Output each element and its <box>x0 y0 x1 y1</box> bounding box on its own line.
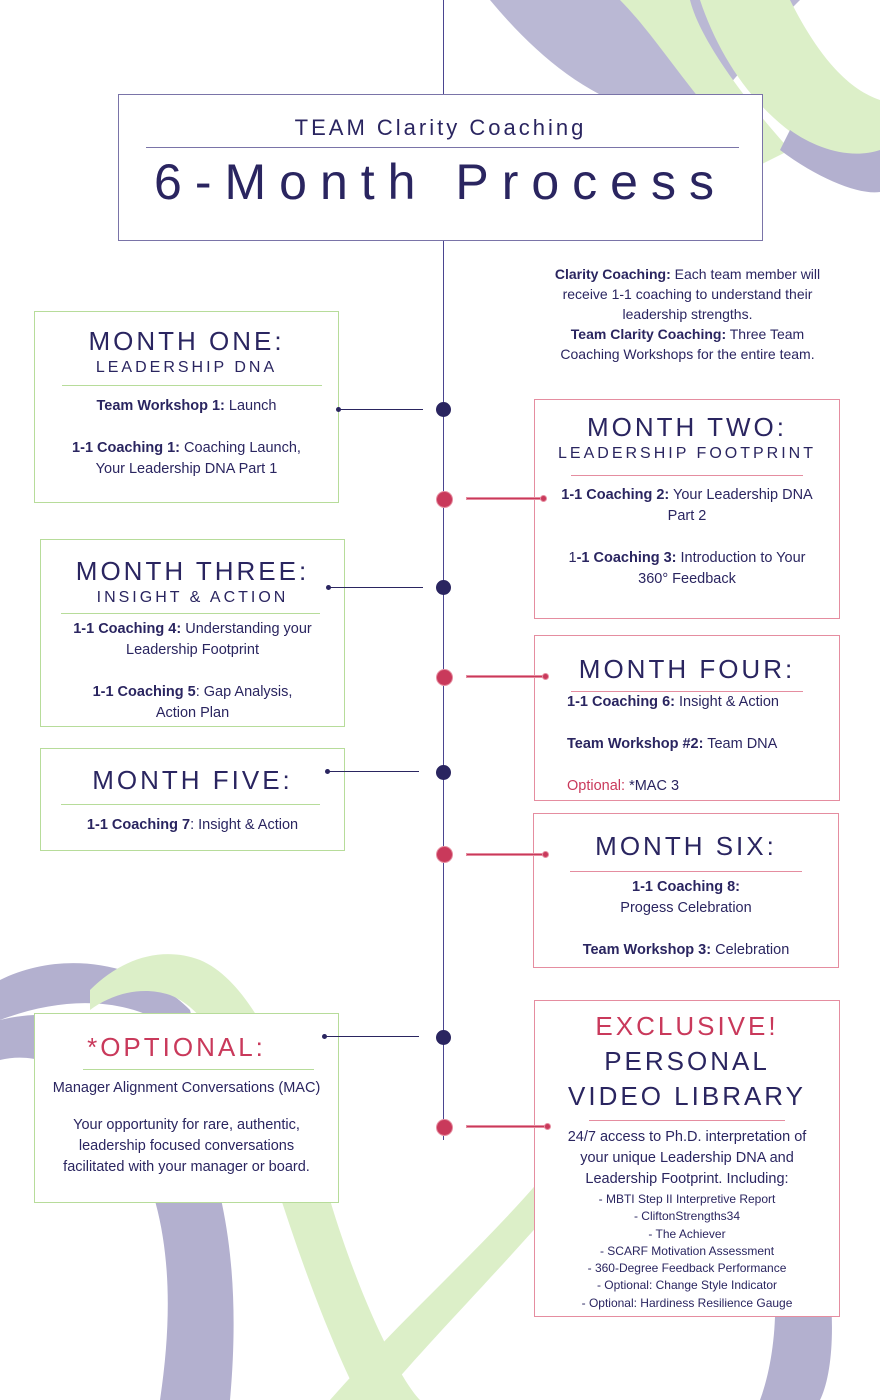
video-library-intro: 24/7 access to Ph.D. interpretation of your unique Leadership DNA and Leadership Footprint. Including: <box>567 1129 807 1187</box>
intro-text <box>540 264 835 364</box>
video-library-heading: VIDEO LIBRARY <box>568 1081 806 1111</box>
title-box <box>118 94 763 241</box>
item-label: Team Workshop #2: <box>567 736 704 752</box>
connector-end-dot <box>336 407 341 412</box>
item-text: Launch <box>224 398 277 414</box>
month-four-card <box>534 635 840 801</box>
timeline-dot-month-three <box>436 580 451 595</box>
item-label: Team Workshop 3: <box>582 942 712 958</box>
month-five-heading: MONTH FIVE: <box>92 765 293 795</box>
connector-month-four <box>466 675 546 678</box>
exclusive-heading: EXCLUSIVE! <box>595 1011 779 1041</box>
month-one-heading: MONTH ONE: <box>88 326 285 356</box>
item-label: Team Workshop 1: <box>96 398 225 414</box>
connector-end-dot <box>544 1123 551 1130</box>
timeline-dot-month-two <box>436 491 453 508</box>
month-six-divider <box>570 871 802 872</box>
month-three-card <box>40 539 345 727</box>
month-one-divider <box>62 385 322 386</box>
item-label: 1-1 Coaching 4: <box>73 621 182 637</box>
optional-card <box>34 1013 339 1203</box>
video-library-divider <box>589 1120 785 1121</box>
month-one-card <box>34 311 339 503</box>
connector-end-dot <box>325 769 330 774</box>
timeline-dot-month-five <box>436 765 451 780</box>
item-label: 1-1 Coaching 8: <box>632 879 740 895</box>
connector-end-dot <box>542 673 549 680</box>
program-subtitle: TEAM Clarity Coaching <box>294 115 587 140</box>
item-text: Insight & Action <box>674 694 779 710</box>
video-library-list <box>535 1191 839 1312</box>
month-six-item-1 <box>534 877 838 919</box>
month-six-card <box>533 813 839 968</box>
month-five-divider <box>61 804 320 805</box>
month-four-item-1 <box>535 692 839 713</box>
item-text: Understanding your Leadership Footprint <box>126 621 312 658</box>
item-label: 1-1 Coaching 1: <box>72 440 181 456</box>
month-four-heading: MONTH FOUR: <box>578 654 796 684</box>
item-text: : Insight & Action <box>190 817 299 833</box>
month-three-divider <box>61 613 320 614</box>
timeline-dot-month-four <box>436 669 453 686</box>
month-three-item-1 <box>41 619 344 661</box>
month-one-subheading: LEADERSHIP DNA <box>95 359 278 376</box>
item-text: Celebration <box>711 942 790 958</box>
month-five-card <box>40 748 345 851</box>
video-library-item: - The Achiever <box>648 1226 726 1241</box>
video-library-item: - Optional: Change Style Indicator <box>596 1278 778 1293</box>
optional-line-1: Manager Alignment Conversations (MAC) <box>52 1080 321 1096</box>
connector-end-dot <box>542 851 549 858</box>
item-label: Optional: <box>567 778 626 794</box>
optional-line-2: Your opportunity for rare, authentic, leadership focused conversations facilitated with your manager or board. <box>63 1117 310 1175</box>
item-text: Introduction to Your 360° Feedback <box>638 550 806 587</box>
month-one-item-2 <box>35 438 338 480</box>
timeline-dot-video-library <box>436 1119 453 1136</box>
item-label: 1-1 Coaching 7 <box>86 817 191 833</box>
intro-clarity-text: Each team member will receive 1-1 coaching to understand their leadership strengths. <box>562 266 821 322</box>
item-text: Coaching Launch, Your Leadership DNA Part 1 <box>95 440 301 477</box>
timeline-dot-month-one <box>436 402 451 417</box>
item-label: 1-1 Coaching 2: <box>561 487 670 503</box>
connector-month-two <box>466 497 544 500</box>
intro-team-label: Team Clarity Coaching: <box>570 326 727 342</box>
connector-end-dot <box>322 1034 327 1039</box>
connector-month-six <box>466 853 546 856</box>
month-five-item-1 <box>41 815 344 836</box>
intro-team-text: Three Team Coaching Workshops for the entire team. <box>560 326 815 362</box>
video-library-item: - MBTI Step II Interpretive Report <box>598 1192 776 1206</box>
item-text: *MAC 3 <box>625 778 680 794</box>
month-four-item-2 <box>535 734 839 755</box>
month-six-heading: MONTH SIX: <box>595 831 777 861</box>
video-library-item: - SCARF Motivation Assessment <box>599 1243 775 1258</box>
optional-heading: *OPTIONAL: <box>87 1032 266 1062</box>
connector-optional <box>325 1036 419 1037</box>
month-three-item-2 <box>41 682 344 724</box>
connector-month-three <box>329 587 423 588</box>
connector-end-dot <box>326 585 331 590</box>
month-two-divider <box>571 475 803 476</box>
connector-month-one <box>339 409 423 410</box>
page-title: 6-Month Process <box>154 154 727 210</box>
video-library-item: - 360-Degree Feedback Performance <box>587 1261 787 1276</box>
video-library-card <box>534 1000 840 1317</box>
item-text: : Gap Analysis, Action Plan <box>155 684 293 721</box>
personal-heading: PERSONAL <box>604 1046 770 1076</box>
month-two-card <box>534 399 840 619</box>
item-text: Your Leadership DNA Part 2 <box>667 487 813 524</box>
month-three-heading: MONTH THREE: <box>75 556 310 586</box>
item-text: Team DNA <box>703 736 778 752</box>
video-library-item: - Optional: Hardiness Resilience Gauge <box>581 1295 793 1310</box>
connector-video-library <box>466 1125 548 1128</box>
month-two-item-2 <box>535 548 839 590</box>
timeline-dot-month-six <box>436 846 453 863</box>
video-library-item: - CliftonStrengths34 <box>633 1209 741 1224</box>
connector-month-five <box>328 771 419 772</box>
month-two-subheading: LEADERSHIP FOOTPRINT <box>558 445 816 462</box>
title-divider <box>146 147 739 148</box>
timeline-dot-optional <box>436 1030 451 1045</box>
month-six-item-2 <box>534 940 838 961</box>
month-four-item-3 <box>535 776 839 797</box>
intro-clarity-label: Clarity Coaching: <box>554 266 671 282</box>
optional-divider <box>83 1069 314 1070</box>
item-label: 1-1 Coaching 5 <box>92 684 196 700</box>
connector-end-dot <box>540 495 547 502</box>
item-prefix: 1 <box>568 550 577 566</box>
month-three-subheading: INSIGHT & ACTION <box>96 589 289 606</box>
item-text: Progess Celebration <box>620 900 752 916</box>
item-label: -1 Coaching 3: <box>576 550 677 566</box>
month-two-item-1 <box>535 485 839 527</box>
month-one-item-1 <box>35 396 338 417</box>
month-two-heading: MONTH TWO: <box>587 412 787 442</box>
item-label: 1-1 Coaching 6: <box>567 694 675 710</box>
